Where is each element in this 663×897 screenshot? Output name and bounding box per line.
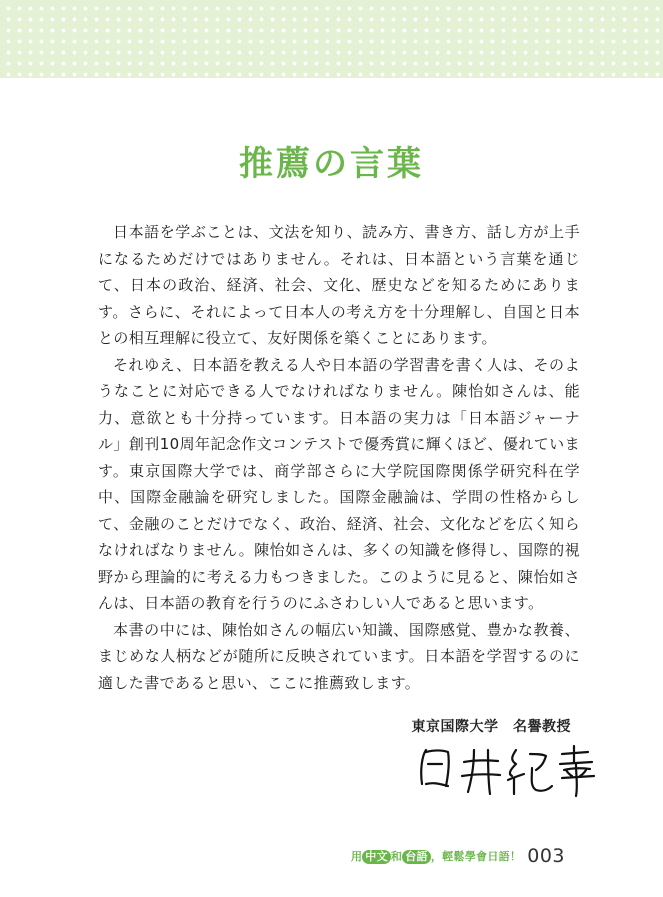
series-logo-mid: 和 [390,850,403,863]
paragraph-1: 日本語を学ぶことは、文法を知り、読み方、書き方、話し方が上手になるためだけではありません。それは、日本語という言葉を通じて、日本の政治、経済、社会、文化、歴史などを知るためにあります。さらに、それによって日本人の考え方を十分理解し、自国と日本との相互理解に役立て、友好関係を築くことにあります。 [98,223,580,347]
recommendation-body [98,219,580,696]
page-number: 003 [527,845,565,867]
page-footer [351,843,565,869]
series-logo-suffix: ，輕鬆學會日語！ [430,850,522,863]
signature-image [412,740,602,798]
series-logo-word1: 中文 [362,850,391,864]
paragraph-2: それゆえ、日本語を教える人や日本語の学習書を書く人は、そのようなことに対応できる人でなければなりません。陳怡如さんは、能力、意欲とも十分持っています。日本語の実力は「日本語ジャーナル」創刊10周年記念作文コンテストで優秀賞に輝くほど、優れています。東京国際大学では、商学部さらに大学院国際関係学研究科在学中、国際金融論を研究しました。国際金融論は、学問の性格からして、金融のことだけでなく、政治、経済、社会、文化などを広く知らなければなりません。陳怡如さんは、多くの知識を修得し、国際的視野から理論的に考える力もつきました。このように見ると、陳怡如さんは、日本語の教育を行うのにふさわしい人であると思います。 [98,355,580,612]
header-dotted-band [0,0,663,78]
series-logo-word2: 台語 [402,850,431,864]
paragraph-3: 本書の中には、陳怡如さんの幅広い知識、国際感覚、豊かな教養、まじめな人柄などが随所に反映されています。日本語を学習するのに適した書であると思い、ここに推薦致します。 [98,620,580,692]
author-title: 東京国際大学 名譽教授 [411,719,571,735]
series-logo [351,848,521,864]
series-logo-prefix: 用 [350,850,363,863]
page-title: 推薦の言葉 [239,144,424,184]
